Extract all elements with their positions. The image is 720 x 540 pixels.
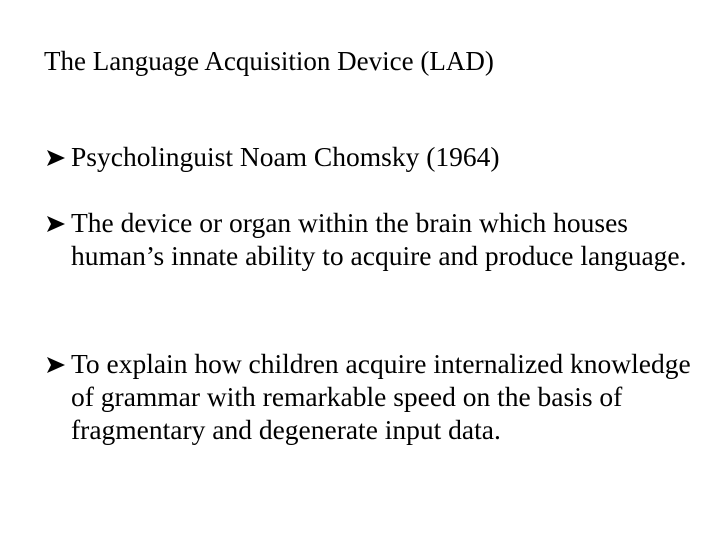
bullet-text: Psycholinguist Noam Chomsky (1964) [71, 141, 500, 172]
arrow-bullet-icon [46, 215, 66, 233]
bullet-item [44, 140, 704, 173]
slide-title: The Language Acquisition Device (LAD) [44, 46, 494, 76]
arrow-bullet-icon [46, 356, 66, 374]
bullet-item [44, 347, 704, 446]
arrow-bullet-icon [46, 149, 66, 167]
bullet-text: To explain how children acquire internalized knowledge of grammar with remarkable speed on the basis of fragmentary and degenerate input data. [71, 348, 691, 445]
bullet-text: The device or organ within the brain which houses human’s innate ability to acquire and produce language. [71, 207, 687, 271]
bullet-item [44, 206, 704, 272]
